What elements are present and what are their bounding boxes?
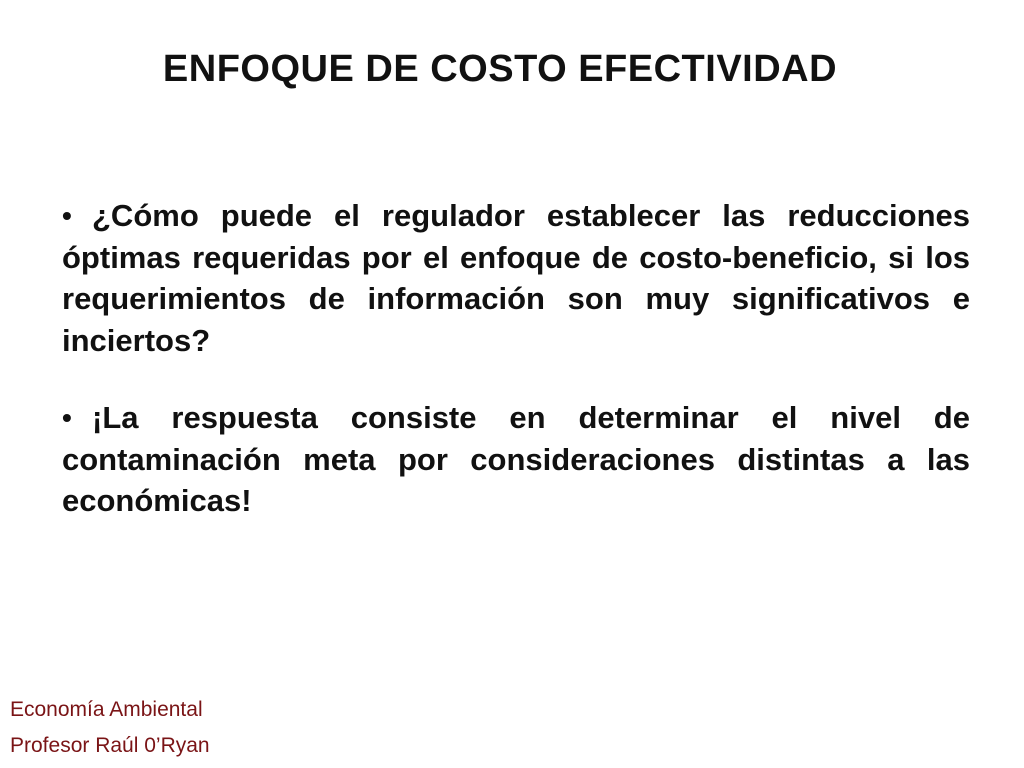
footer: [10, 692, 210, 764]
bullet-item-question: [62, 195, 970, 361]
footer-professor: Profesor Raúl 0’Ryan: [10, 734, 210, 757]
slide-title: ENFOQUE DE COSTO EFECTIVIDAD: [162, 48, 838, 90]
bullet-text: ¡La respuesta consiste en determinar el nivel de contaminación meta por consideraciones distintas a las económicas!: [62, 400, 970, 518]
bullet-icon: •: [62, 402, 72, 433]
bullet-item-answer: [62, 397, 970, 522]
bullet-icon: •: [62, 200, 72, 231]
bullet-list: [62, 195, 970, 558]
bullet-text: ¿Cómo puede el regulador establecer las reducciones óptimas requeridas por el enfoque de costo-beneficio, si los requerimientos de información son muy significativos e inciertos?: [62, 198, 970, 358]
footer-course: Economía Ambiental: [10, 698, 203, 721]
